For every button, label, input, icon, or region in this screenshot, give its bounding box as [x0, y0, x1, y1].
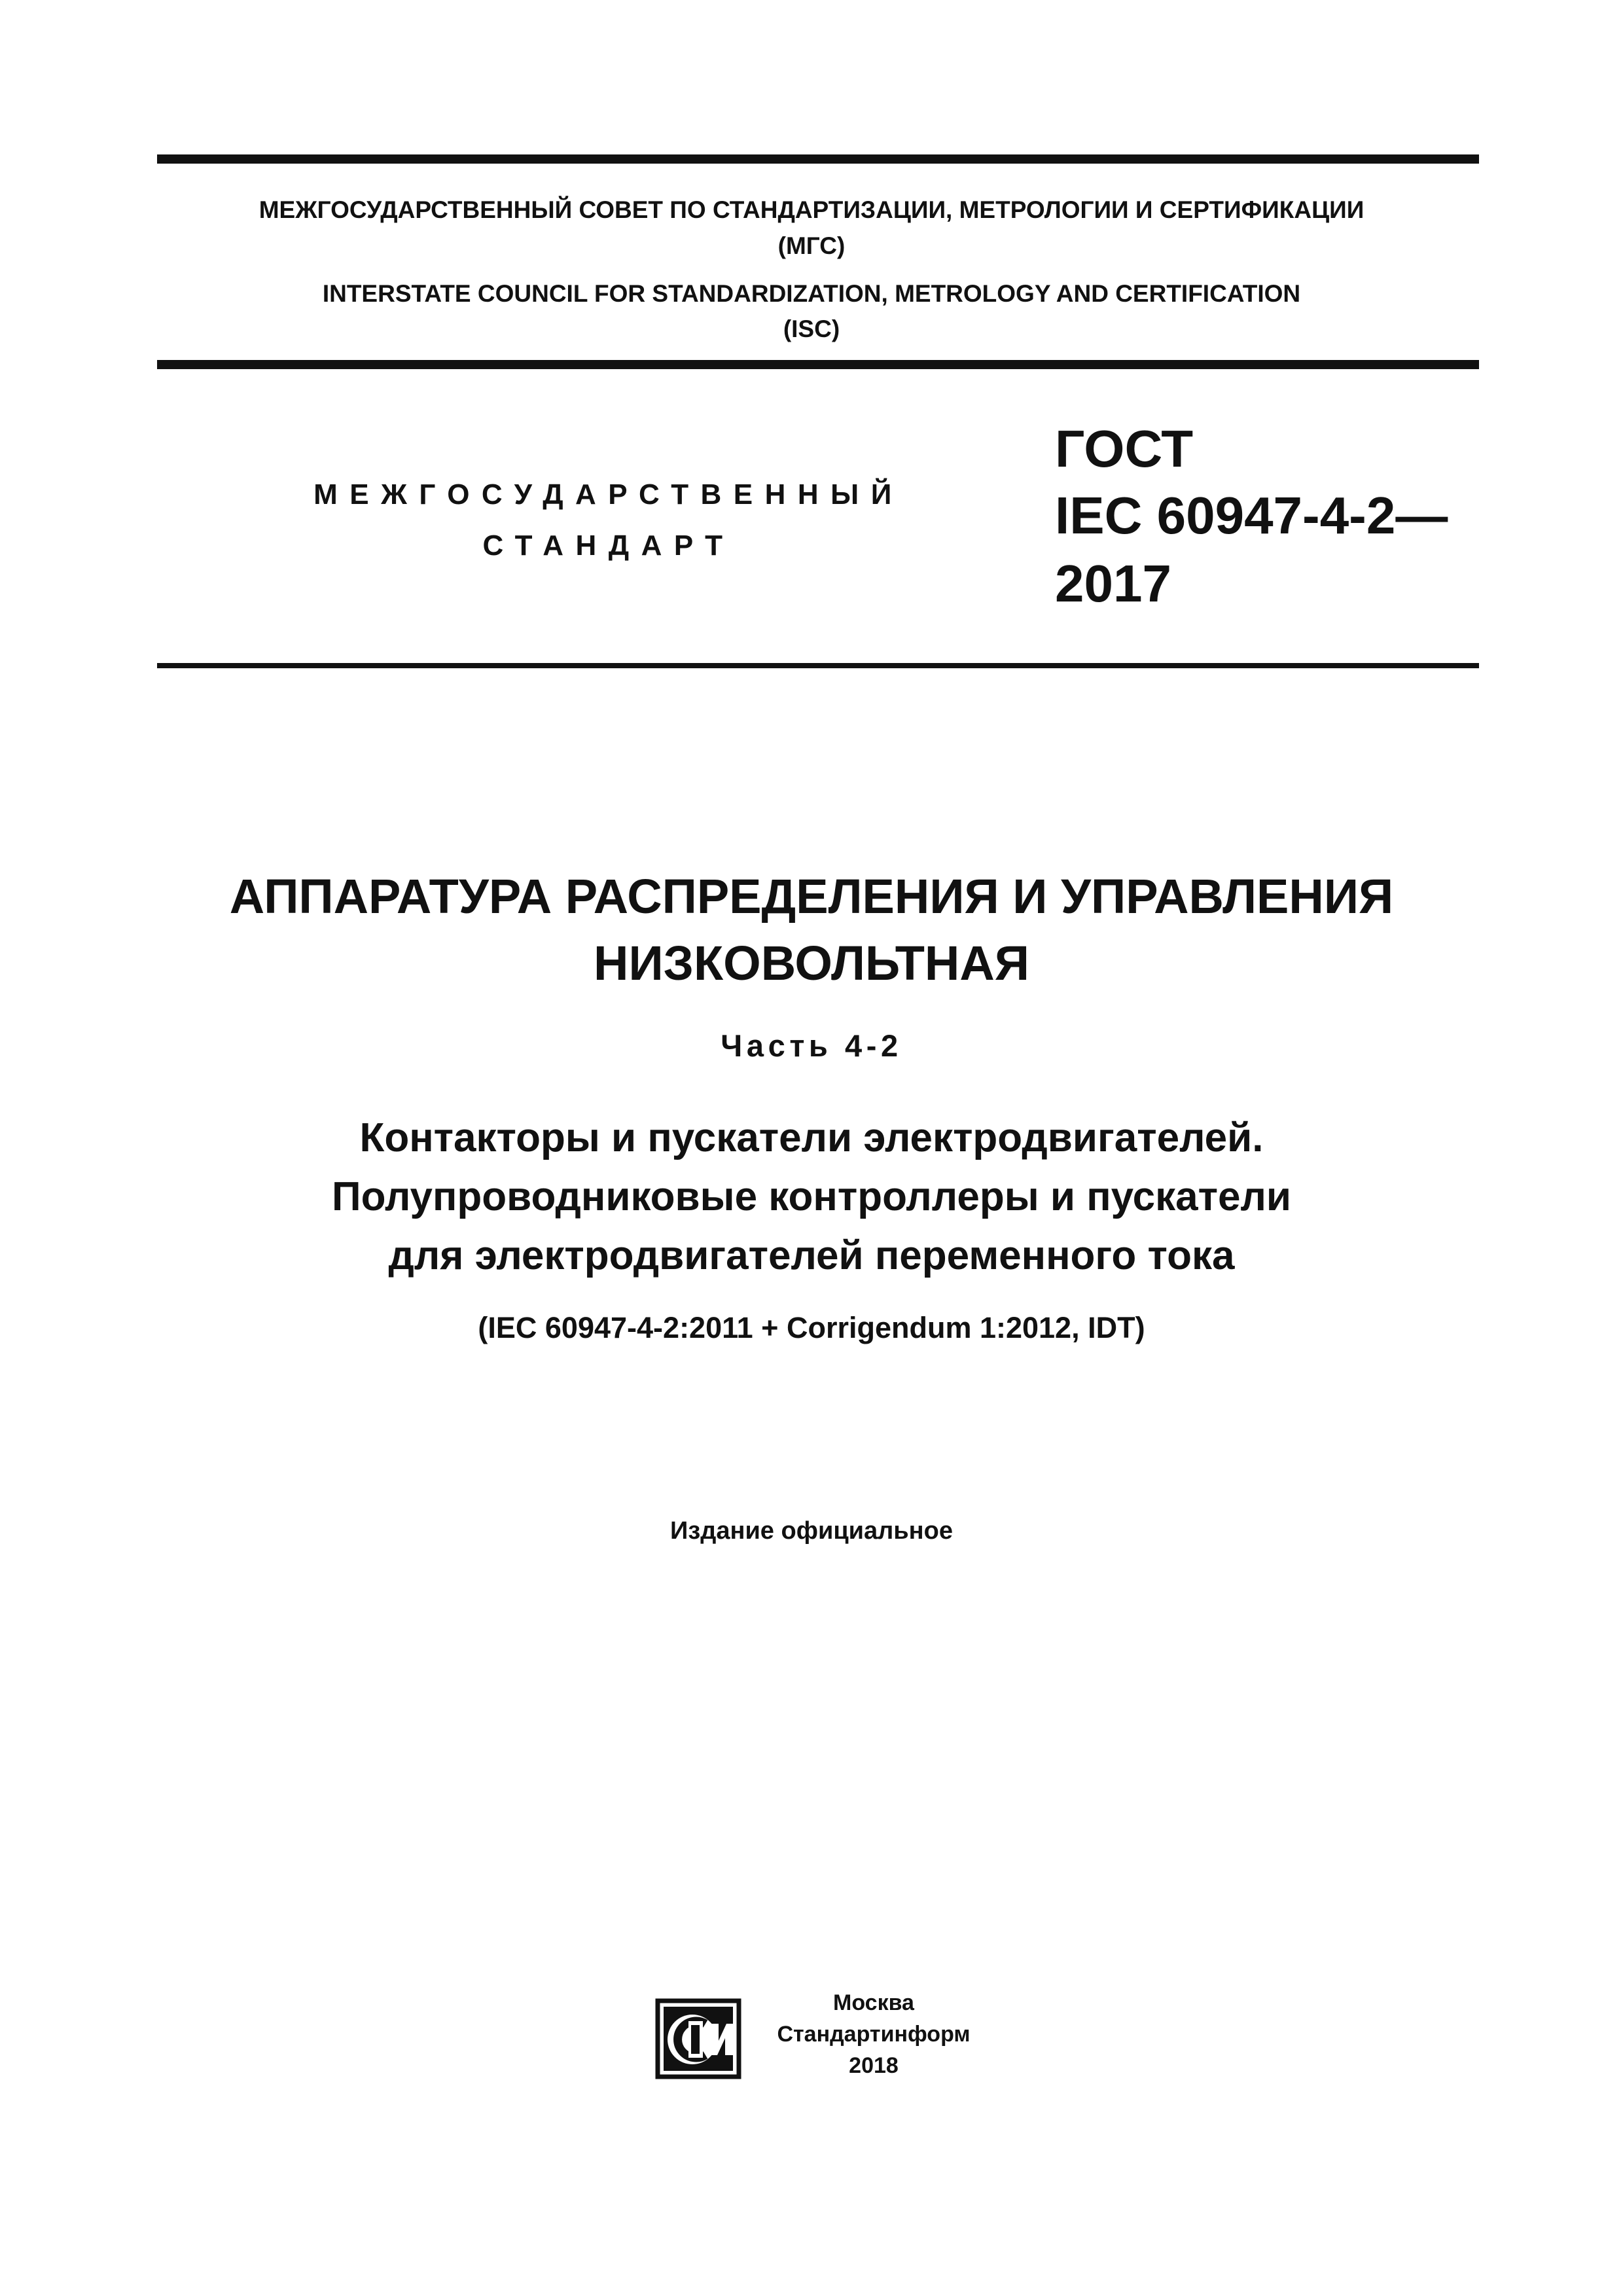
council-abbr-en: (ISC): [783, 315, 840, 342]
top-rule: [157, 154, 1479, 164]
designation-bottom-rule: [157, 663, 1479, 668]
subtitle-line3: для электродвигателей переменного тока: [388, 1233, 1235, 1278]
council-abbr-ru: (МГС): [777, 232, 846, 259]
standard-designation-line2: IEC 60947-4-2—: [1055, 486, 1448, 545]
header-bottom-rule: [157, 360, 1479, 369]
standard-type-line1: МЕЖГОСУДАРСТВЕННЫЙ: [313, 478, 904, 511]
imprint-publisher: Стандартинформ: [777, 2022, 971, 2047]
imprint-year: 2018: [849, 2053, 899, 2078]
standard-designation-line3: 2017: [1055, 554, 1171, 613]
standartinform-logo-icon: [654, 1998, 743, 2081]
subtitle-line1: Контакторы и пускатели электродвигателей.: [359, 1115, 1264, 1160]
standard-type-line2: СТАНДАРТ: [482, 529, 735, 562]
council-name-ru: МЕЖГОСУДАРСТВЕННЫЙ СОВЕТ ПО СТАНДАРТИЗАЦИИ, МЕТРОЛОГИИ И СЕРТИФИКАЦИИ: [259, 196, 1364, 223]
main-title-line1: АППАРАТУРА РАСПРЕДЕЛЕНИЯ И УПРАВЛЕНИЯ: [229, 869, 1394, 924]
standard-designation-line1: ГОСТ: [1055, 420, 1194, 478]
imprint-city: Москва: [833, 1990, 914, 2015]
iec-reference: (IEC 60947-4-2:2011 + Corrigendum 1:2012, IDT): [478, 1311, 1145, 1344]
part-number: Часть 4-2: [721, 1028, 902, 1063]
subtitle-line2: Полупроводниковые контроллеры и пускатели: [332, 1174, 1291, 1219]
council-name-en: INTERSTATE COUNCIL FOR STANDARDIZATION, METROLOGY AND CERTIFICATION: [322, 280, 1301, 307]
main-title-line2: НИЗКОВОЛЬТНАЯ: [594, 936, 1029, 990]
edition-label: Издание официальное: [670, 1517, 953, 1545]
